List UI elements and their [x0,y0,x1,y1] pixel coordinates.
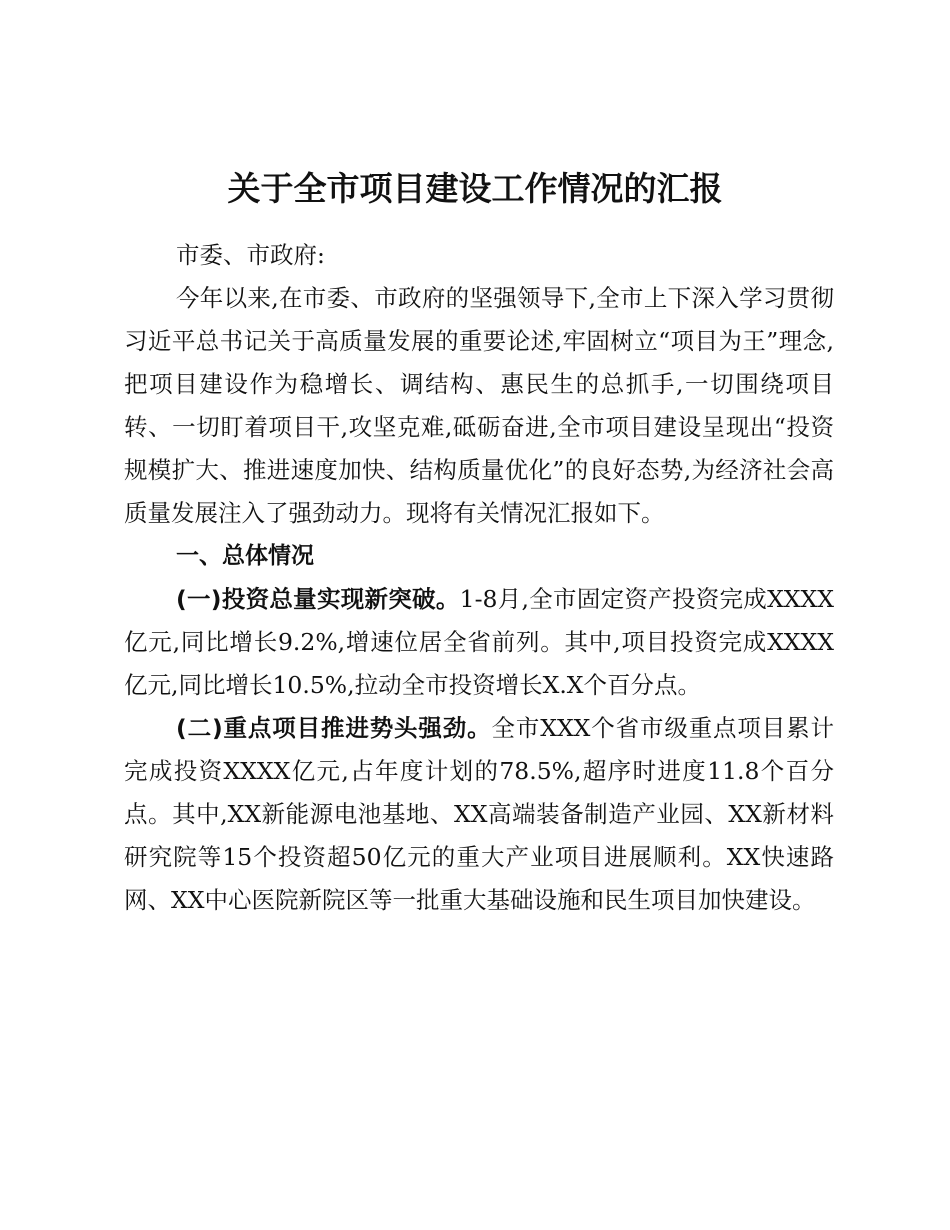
salutation: 市委、市政府: [176,241,325,269]
intro-paragraph: 今年以来,在市委、市政府的坚强领导下,全市上下深入学习贯彻习近平总书记关于高质量发展的重要论述,牢固树立“项目为王”理念,把项目建设作为稳增长、调结构、惠民生的总抓手,一切围绕项目转、一切盯着项目干,攻坚克难,砥砺奋进,全市项目建设呈现出“投资规模扩大、推进速度加快、结构质量优化”的良好态势,为经济社会高质量发展注入了强劲动力。现将有关情况汇报如下。 [124,284,834,527]
item-heading-key-projects: (二)重点项目推进势头强劲。 [176,714,492,742]
document-title: 关于全市项目建设工作情况的汇报 [227,169,723,208]
item-body-investment: 1-8月,全市固定资产投资完成XXXX亿元,同比增长9.2%,增速位居全省前列。其中,项目投资完成XXXX亿元,同比增长10.5%,拉动全市投资增长X.X个百分点。 [124,585,834,699]
item-paragraph-key-projects [124,707,834,922]
item-body-key-projects: 全市XXX个省市级重点项目累计完成投资XXXX亿元,占年度计划的78.5%,超序时进度11.8个百分点。其中,XX新能源电池基地、XX高端装备制造产业园、XX新材料研究院等15个投资超50亿元的重大产业项目进展顺利。XX快速路网、XX中心医院新院区等一批重大基础设施和民生项目加快建设。 [124,714,834,914]
item-heading-investment: (一)投资总量实现新突破。 [176,585,460,613]
document-body [124,234,834,922]
item-paragraph-investment [124,578,834,707]
section-heading-overview: 一、总体情况 [176,543,314,569]
